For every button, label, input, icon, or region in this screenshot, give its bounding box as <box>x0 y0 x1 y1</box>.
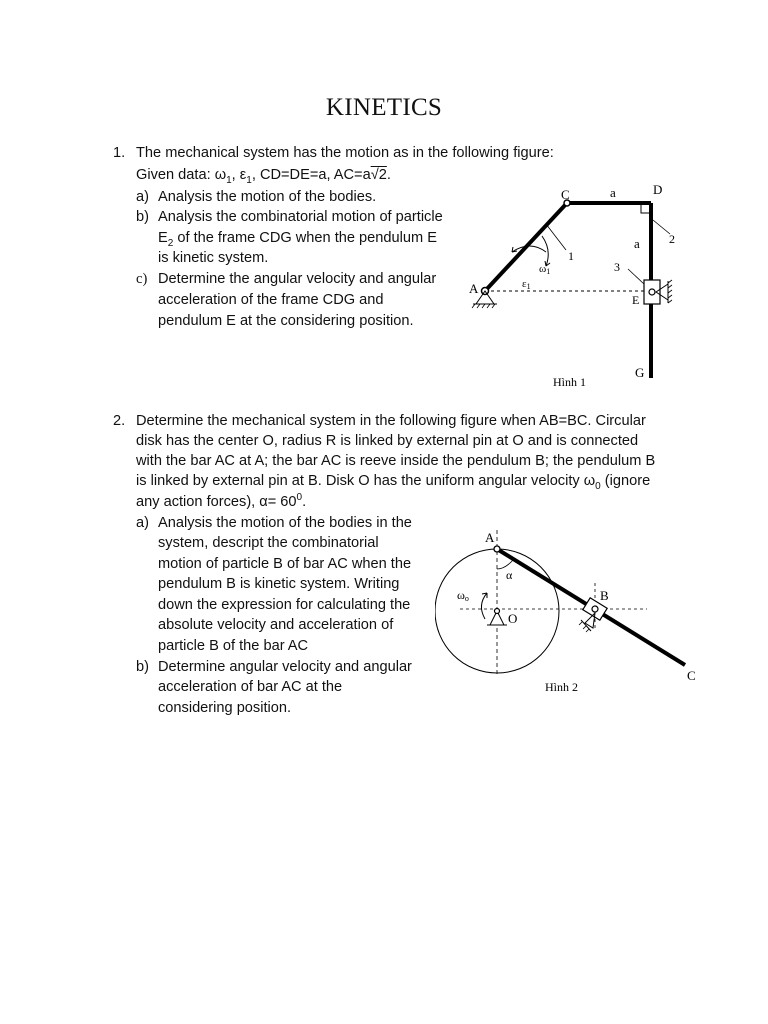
q1-item-b-label: b) <box>136 209 149 225</box>
q1-item-c-line: pendulum E at the considering position. <box>158 313 414 329</box>
question-2-line: with the bar AC at A; the bar AC is reeve inside the pendulum B; the pendulum B <box>136 453 656 469</box>
q1-item-a-label: a) <box>136 189 149 205</box>
q2-item-a-line: down the expression for calculating the <box>158 597 411 613</box>
label-b: B <box>600 588 609 603</box>
label-o: O <box>508 611 518 626</box>
question-1-given: Given data: $\omega_1$, $\varepsilon_1$, CD=DE=a, AC=a√2. <box>136 167 391 186</box>
figure-1 <box>460 180 690 395</box>
question-1-intro: The mechanical system has the motion as in the following figure: <box>136 145 554 161</box>
label-epsilon-1: ε1 <box>522 278 531 291</box>
label-e: E <box>632 293 640 307</box>
omega-arrow <box>481 593 487 619</box>
label-a-side: a <box>634 236 640 251</box>
label-a: A <box>485 530 495 545</box>
q2-item-a-line: absolute velocity and acceleration of <box>158 617 394 633</box>
q1-item-c-label: c) <box>136 271 148 287</box>
q2-item-a-label: a) <box>136 515 149 531</box>
q2-item-a-line: pendulum B is kinetic system. Writing <box>158 576 400 592</box>
question-2-line: Determine the mechanical system in the following figure when AB=BC. Circular <box>136 413 646 429</box>
leader-1 <box>546 224 566 250</box>
label-c: C <box>561 187 570 202</box>
q1-item-c-line: Determine the angular velocity and angular <box>158 271 437 287</box>
label-omega-0: ωo <box>457 588 469 603</box>
question-2-number: 2. <box>113 413 126 429</box>
omega-arrow <box>512 246 546 252</box>
question-2-line: any action forces), $\alpha= 60^0$. <box>136 492 307 510</box>
figure-2-caption: Hình 2 <box>545 680 578 694</box>
label-3: 3 <box>614 260 620 274</box>
figure-2 <box>435 525 710 700</box>
leader-3 <box>628 269 644 284</box>
question-2-line: is linked by external pin at B. Disk O has the uniform angular velocity $\omega_0$ (ignore <box>136 473 651 492</box>
leader-2 <box>653 220 670 234</box>
label-c: C <box>687 668 696 683</box>
q1-item-b-line: is kinetic system. <box>158 250 269 266</box>
pin-o <box>495 609 500 614</box>
label-g: G <box>635 365 645 380</box>
pin-a <box>494 546 500 552</box>
question-2-line: disk has the center O, radius R is linked by external pin at O and is connected <box>136 433 639 449</box>
q1-item-a-line: Analysis the motion of the bodies. <box>158 189 377 205</box>
q1-item-c-line: acceleration of the frame CDG and <box>158 292 384 308</box>
question-1-number: 1. <box>113 145 126 161</box>
q1-item-b-line: $E_2$ of the frame CDG when the pendulum E <box>158 230 437 249</box>
q2-item-a-line: Analysis the motion of the bodies in the <box>158 515 412 531</box>
q2-item-a-line: particle B of the bar AC <box>158 638 309 654</box>
q2-item-b-line: considering position. <box>158 700 292 716</box>
q2-item-b-line: Determine angular velocity and angular <box>158 659 412 675</box>
label-a: A <box>469 281 479 296</box>
label-2: 2 <box>669 232 675 246</box>
label-alpha: α <box>506 568 513 582</box>
q1-item-b-line: Analysis the combinatorial motion of particle <box>158 209 443 225</box>
label-a-top: a <box>610 185 616 200</box>
q2-item-a-line: motion of particle B of bar AC when the <box>158 556 412 572</box>
page-title: KINETICS <box>325 94 443 121</box>
q2-item-b-label: b) <box>136 659 149 675</box>
figure-1-caption: Hình 1 <box>553 375 586 389</box>
label-1: 1 <box>568 249 574 263</box>
label-d: D <box>653 182 663 197</box>
q2-item-b-line: acceleration of bar AC at the <box>158 679 343 695</box>
q2-item-a-line: system, descript the combinatorial <box>158 535 379 551</box>
label-omega-1: ω1 <box>539 263 551 276</box>
